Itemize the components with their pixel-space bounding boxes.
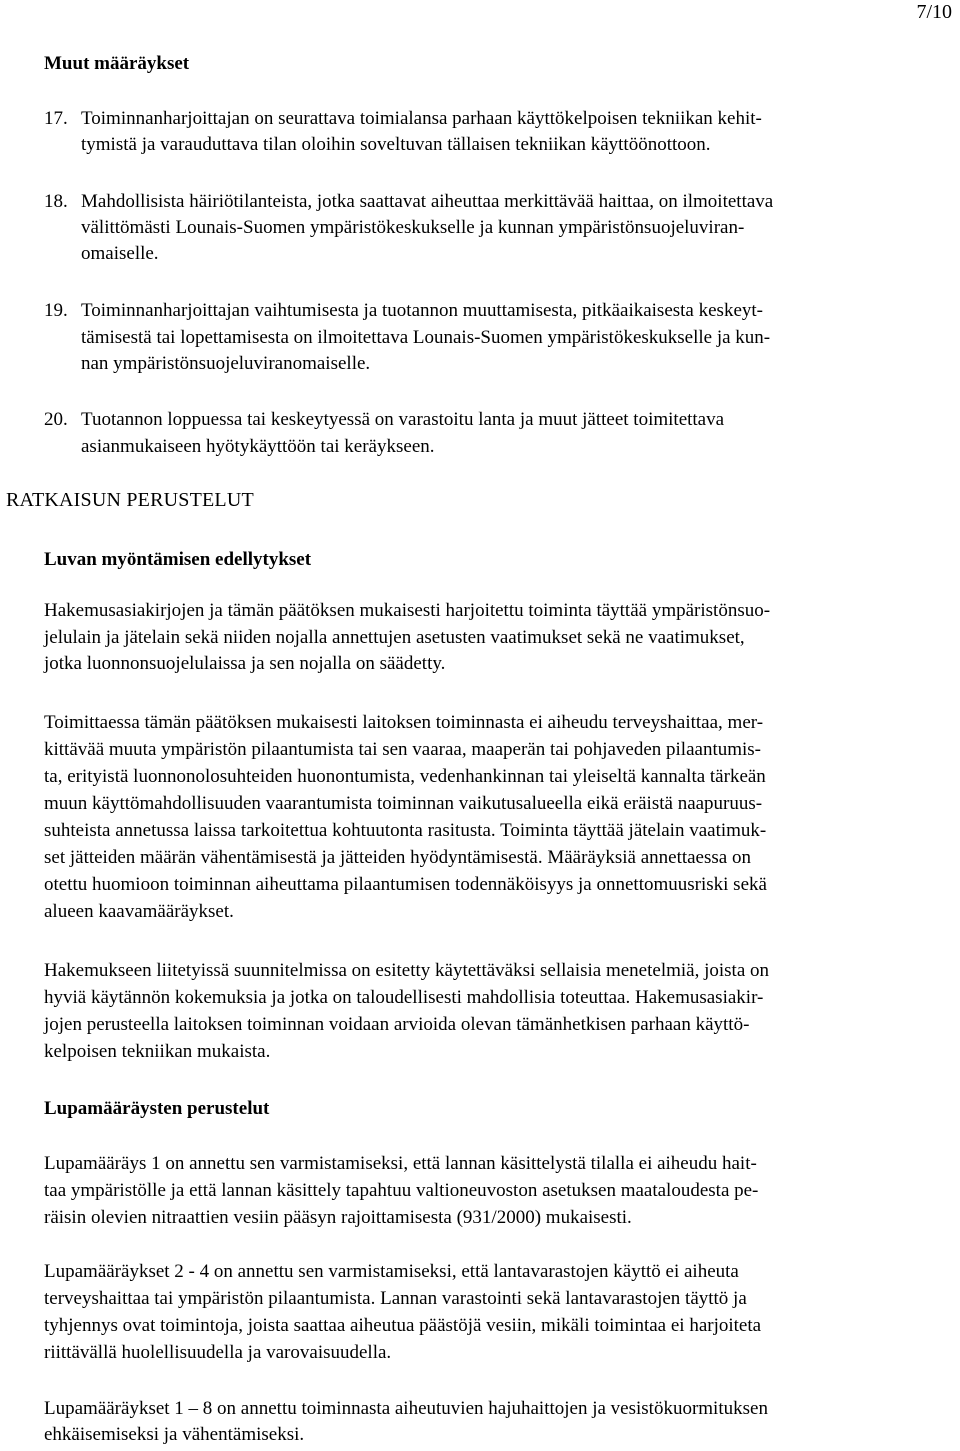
paragraph-line: alueen kaavamääräykset. <box>44 901 234 922</box>
paragraph-line: otettu huomioon toiminnan aiheuttama pilaantumisen todennäköisyys ja onnettomuusriski sekä <box>44 874 767 895</box>
item-text-line: omaiselle. <box>81 243 159 264</box>
paragraph-line: Hakemukseen liitetyissä suunnitelmissa on esitetty käytettäväksi sellaisia menetelmiä, joista on <box>44 960 770 981</box>
paragraph-line: jotka luonnonsuojelulaissa ja sen nojalla on säädetty. <box>44 653 446 674</box>
item-number: 19. <box>44 300 68 321</box>
paragraph-line: räisin olevien nitraattien vesiin pääsyn rajoittamisesta (931/2000) mukaisesti. <box>44 1207 632 1228</box>
paragraph-line: Lupamääräykset 1 – 8 on annettu toiminnasta aiheutuvien hajuhaittojen ja vesistökuormituksen <box>44 1398 768 1419</box>
page-number: 7/10 <box>916 1 952 23</box>
paragraph-line: kelpoisen tekniikan mukaista. <box>44 1041 271 1062</box>
item-text-line: Tuotannon loppuessa tai keskeytyessä on varastoitu lanta ja muut jätteet toimitettava <box>81 409 725 430</box>
item-text-line: tämisestä tai lopettamisesta on ilmoitettava Lounais-Suomen ympäristökeskukselle ja kun- <box>81 327 771 348</box>
item-text-line: tymistä ja varauduttava tilan oloihin soveltuvan tällaisen tekniikan käyttöönottoon. <box>81 134 711 155</box>
paragraph-line: suhteista annetussa laissa tarkoitettua kohtuutonta rasitusta. Toiminta täyttää jätelain vaatimuk- <box>44 820 767 841</box>
paragraph-line: hyviä käytännön kokemuksia ja jotka on taloudellisesti mahdollisia toteuttaa. Hakemusasiakir- <box>44 987 764 1008</box>
paragraph-line: jelulain ja jätelain sekä niiden nojalla annettujen asetusten vaatimukset sekä ne vaatimukset, <box>44 627 745 648</box>
paragraph-line: tyhjennys ovat toimintoja, joista saattaa aiheutua päästöjä vesiin, mikäli toimintaa ei harjoiteta <box>44 1315 762 1336</box>
heading-luvan-myontamisen-edellytykset: Luvan myöntämisen edellytykset <box>44 549 312 570</box>
item-text-line: Mahdollisista häiriötilanteista, jotka saattavat aiheuttaa merkittävää haittaa, on ilmoitettava <box>81 191 774 212</box>
paragraph-line: muun käyttömahdollisuuden vaarantumista toiminnan vaikutusalueella eikä eräistä naapuruus- <box>44 793 763 814</box>
item-text-line: asianmukaiseen hyötykäyttöön tai keräykseen. <box>81 436 435 457</box>
item-text-line: nan ympäristönsuojeluviranomaiselle. <box>81 353 371 374</box>
item-number: 20. <box>44 409 68 430</box>
item-text-line: välittömästi Lounais-Suomen ympäristökeskukselle ja kunnan ympäristönsuojeluviran- <box>81 217 745 238</box>
paragraph-line: Hakemusasiakirjojen ja tämän päätöksen mukaisesti harjoitettu toiminta täyttää ympäristönsuo- <box>44 600 771 621</box>
item-text-line: Toiminnanharjoittajan on seurattava toimialansa parhaan käyttökelpoisen tekniikan kehit- <box>81 108 762 129</box>
paragraph-line: terveyshaittaa tai ympäristön pilaantumista. Lannan varastointi sekä lantavarastojen täyttö ja <box>44 1288 747 1309</box>
paragraph-line: ehkäisemiseksi ja vähentämiseksi. <box>44 1424 305 1445</box>
paragraph-line: kittävää muuta ympäristön pilaantumista tai sen vaaraa, maaperän tai pohjaveden pilaantumis- <box>44 739 761 760</box>
paragraph-line: Lupamääräykset 2 - 4 on annettu sen varmistamiseksi, että lantavarastojen käyttö ei aiheuta <box>44 1261 739 1282</box>
paragraph-line: ta, erityistä luonnonolosuhteiden huonontumista, vedenhankinnan tai yleiseltä kannalta tärkeän <box>44 766 766 787</box>
paragraph-line: riittävällä huolellisuudella ja varovaisuudella. <box>44 1342 392 1363</box>
paragraph-line: Lupamääräys 1 on annettu sen varmistamiseksi, että lannan käsittelystä tilalla ei aiheudu hait- <box>44 1153 757 1174</box>
heading-muut-maaraykset: Muut määräykset <box>44 53 190 74</box>
item-text-line: Toiminnanharjoittajan vaihtumisesta ja tuotannon muuttamisesta, pitkäaikaisesta keskeyt- <box>81 300 763 321</box>
heading-lupamaaraysten-perustelut: Lupamääräysten perustelut <box>44 1098 270 1119</box>
paragraph-line: taa ympäristölle ja että lannan käsittely tapahtuu valtioneuvoston asetuksen maataloudesta pe- <box>44 1180 759 1201</box>
paragraph-line: Toimittaessa tämän päätöksen mukaisesti laitoksen toiminnasta ei aiheudu terveyshaittaa, mer- <box>44 712 764 733</box>
paragraph-line: set jätteiden määrän vähentämisestä ja jätteiden hyödyntämisestä. Määräyksiä annettaessa on <box>44 847 751 868</box>
paragraph-line: jojen perusteella laitoksen toiminnan voidaan arvioida olevan tämänhetkisen parhaan käyttö- <box>44 1014 750 1035</box>
item-number: 17. <box>44 108 68 129</box>
item-number: 18. <box>44 191 68 212</box>
section-title: RATKAISUN PERUSTELUT <box>6 489 254 511</box>
